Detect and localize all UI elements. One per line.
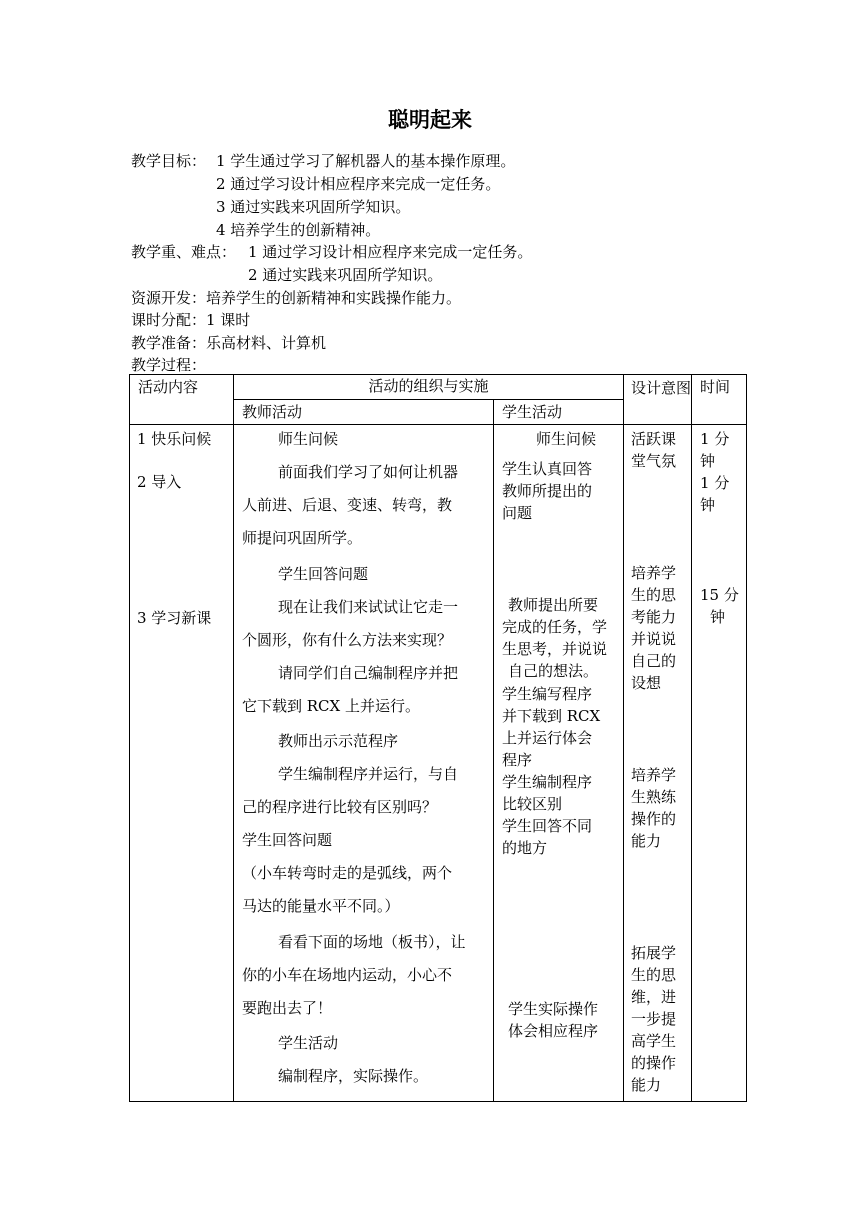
design-line: 考能力 bbox=[631, 608, 677, 626]
header-student: 学生活动 bbox=[494, 400, 624, 425]
teacher-line: 教师出示示范程序 bbox=[278, 732, 399, 750]
time-line: 钟 bbox=[700, 452, 716, 470]
student-line: 比较区别 bbox=[502, 795, 563, 813]
design-line: 能力 bbox=[631, 832, 662, 850]
student-line: 自己的想法。 bbox=[508, 662, 599, 680]
design-line: 培养学 bbox=[631, 766, 677, 784]
key-line-1: 1 通过学习设计相应程序来完成一定任务。 bbox=[248, 243, 533, 261]
design-line: 生熟练 bbox=[631, 788, 677, 806]
design-line: 设想 bbox=[631, 674, 662, 692]
student-line: 上并运行体会 bbox=[502, 729, 593, 747]
student-line: 学生回答不同 bbox=[502, 817, 593, 835]
student-line: 教师所提出的 bbox=[502, 482, 593, 500]
design-line: 自己的 bbox=[631, 652, 677, 670]
student-activity-column bbox=[494, 425, 624, 1102]
design-line: 生的思 bbox=[631, 966, 677, 984]
student-line: 并下载到 RCX bbox=[502, 707, 601, 725]
page-title: 聪明起来 bbox=[388, 107, 472, 132]
time-line: 1 分 bbox=[700, 430, 730, 448]
teacher-line: 你的小车在场地内运动，小心不 bbox=[242, 966, 453, 984]
student-line: 学生实际操作 bbox=[508, 1000, 599, 1018]
lesson-plan-table bbox=[129, 374, 747, 1102]
design-line: 生的思 bbox=[631, 586, 677, 604]
student-line: 的地方 bbox=[502, 839, 548, 857]
time-line: 1 分 bbox=[700, 474, 730, 492]
resource-line: 资源开发：培养学生的创新精神和实践操作能力。 bbox=[131, 289, 462, 307]
activity-item: 1 快乐问候 bbox=[137, 430, 212, 448]
goal-label: 教学目标： bbox=[131, 152, 207, 170]
goal-line-1: 1 学生通过学习了解机器人的基本操作原理。 bbox=[216, 152, 516, 170]
student-line: 程序 bbox=[502, 751, 533, 769]
process-label: 教学过程： bbox=[131, 356, 207, 374]
teacher-line: 要跑出去了！ bbox=[242, 999, 333, 1017]
teacher-line: 学生活动 bbox=[278, 1034, 339, 1052]
design-line: 维，进 bbox=[631, 988, 677, 1006]
header-organization: 活动的组织与实施 bbox=[234, 375, 624, 400]
design-line: 活跃课 bbox=[631, 430, 677, 448]
design-line: 一步提 bbox=[631, 1010, 677, 1028]
goal-line-2: 2 通过学习设计相应程序来完成一定任务。 bbox=[216, 175, 501, 193]
goal-line-3: 3 通过实践来巩固所学知识。 bbox=[216, 198, 411, 216]
design-line: 培养学 bbox=[631, 564, 677, 582]
teacher-line: 师提问巩固所学。 bbox=[242, 529, 363, 547]
header-time: 时间 bbox=[692, 375, 747, 425]
activity-item: 3 学习新课 bbox=[137, 609, 212, 627]
teacher-line: 己的程序进行比较有区别吗？ bbox=[242, 798, 438, 816]
teacher-line: 人前进、后退、变速、转弯，教 bbox=[242, 496, 453, 514]
time-line: 15 分 bbox=[700, 586, 739, 604]
key-label: 教学重、难点： bbox=[131, 243, 237, 261]
student-line: 教师提出所要 bbox=[508, 596, 599, 614]
key-line-2: 2 通过实践来巩固所学知识。 bbox=[248, 266, 443, 284]
teacher-line: 师生问候 bbox=[278, 430, 339, 448]
design-line: 并说说 bbox=[631, 630, 677, 648]
teacher-line: 请同学们自己编制程序并把 bbox=[278, 664, 459, 682]
student-line: 学生编写程序 bbox=[502, 685, 593, 703]
teacher-line: （小车转弯时走的是弧线，两个 bbox=[242, 864, 453, 882]
design-line: 拓展学 bbox=[631, 944, 677, 962]
activity-item: 2 导入 bbox=[137, 473, 182, 491]
teacher-line: 个圆形，你有什么方法来实现？ bbox=[242, 631, 453, 649]
time-column bbox=[692, 425, 747, 1102]
teacher-line: 马达的能量水平不同。） bbox=[242, 897, 400, 915]
student-line: 问题 bbox=[502, 504, 533, 522]
goal-line-4: 4 培养学生的创新精神。 bbox=[216, 221, 381, 239]
time-allocation-line: 课时分配：1 课时 bbox=[131, 311, 251, 329]
time-line: 钟 bbox=[710, 608, 726, 626]
student-line: 体会相应程序 bbox=[508, 1022, 599, 1040]
teacher-line: 学生编制程序并运行，与自 bbox=[278, 765, 459, 783]
student-line: 学生编制程序 bbox=[502, 773, 593, 791]
header-design: 设计意图 bbox=[624, 375, 692, 425]
teacher-line: 编制程序，实际操作。 bbox=[278, 1067, 429, 1085]
student-line: 学生认真回答 bbox=[502, 460, 593, 478]
student-line: 师生问候 bbox=[536, 430, 597, 448]
design-intent-column bbox=[624, 425, 692, 1102]
activity-column bbox=[130, 425, 234, 1102]
time-line: 钟 bbox=[700, 496, 716, 514]
design-line: 操作的 bbox=[631, 810, 677, 828]
preparation-line: 教学准备：乐高材料、计算机 bbox=[131, 334, 327, 352]
design-line: 的操作 bbox=[631, 1054, 677, 1072]
teacher-line: 现在让我们来试试让它走一 bbox=[278, 598, 459, 616]
teacher-activity-column bbox=[234, 425, 494, 1102]
teacher-line: 它下载到 RCX 上并运行。 bbox=[242, 697, 420, 715]
student-line: 完成的任务，学 bbox=[502, 618, 608, 636]
design-line: 堂气氛 bbox=[631, 452, 677, 470]
header-teacher: 教师活动 bbox=[234, 400, 494, 425]
teacher-line: 前面我们学习了如何让机器 bbox=[278, 463, 459, 481]
design-line: 高学生 bbox=[631, 1032, 677, 1050]
teacher-line: 学生回答问题 bbox=[278, 565, 369, 583]
design-line: 能力 bbox=[631, 1076, 662, 1094]
header-activity: 活动内容 bbox=[130, 375, 234, 425]
student-line: 生思考，并说说 bbox=[502, 640, 608, 658]
teacher-line: 学生回答问题 bbox=[242, 831, 333, 849]
teacher-line: 看看下面的场地（板书），让 bbox=[278, 933, 466, 951]
